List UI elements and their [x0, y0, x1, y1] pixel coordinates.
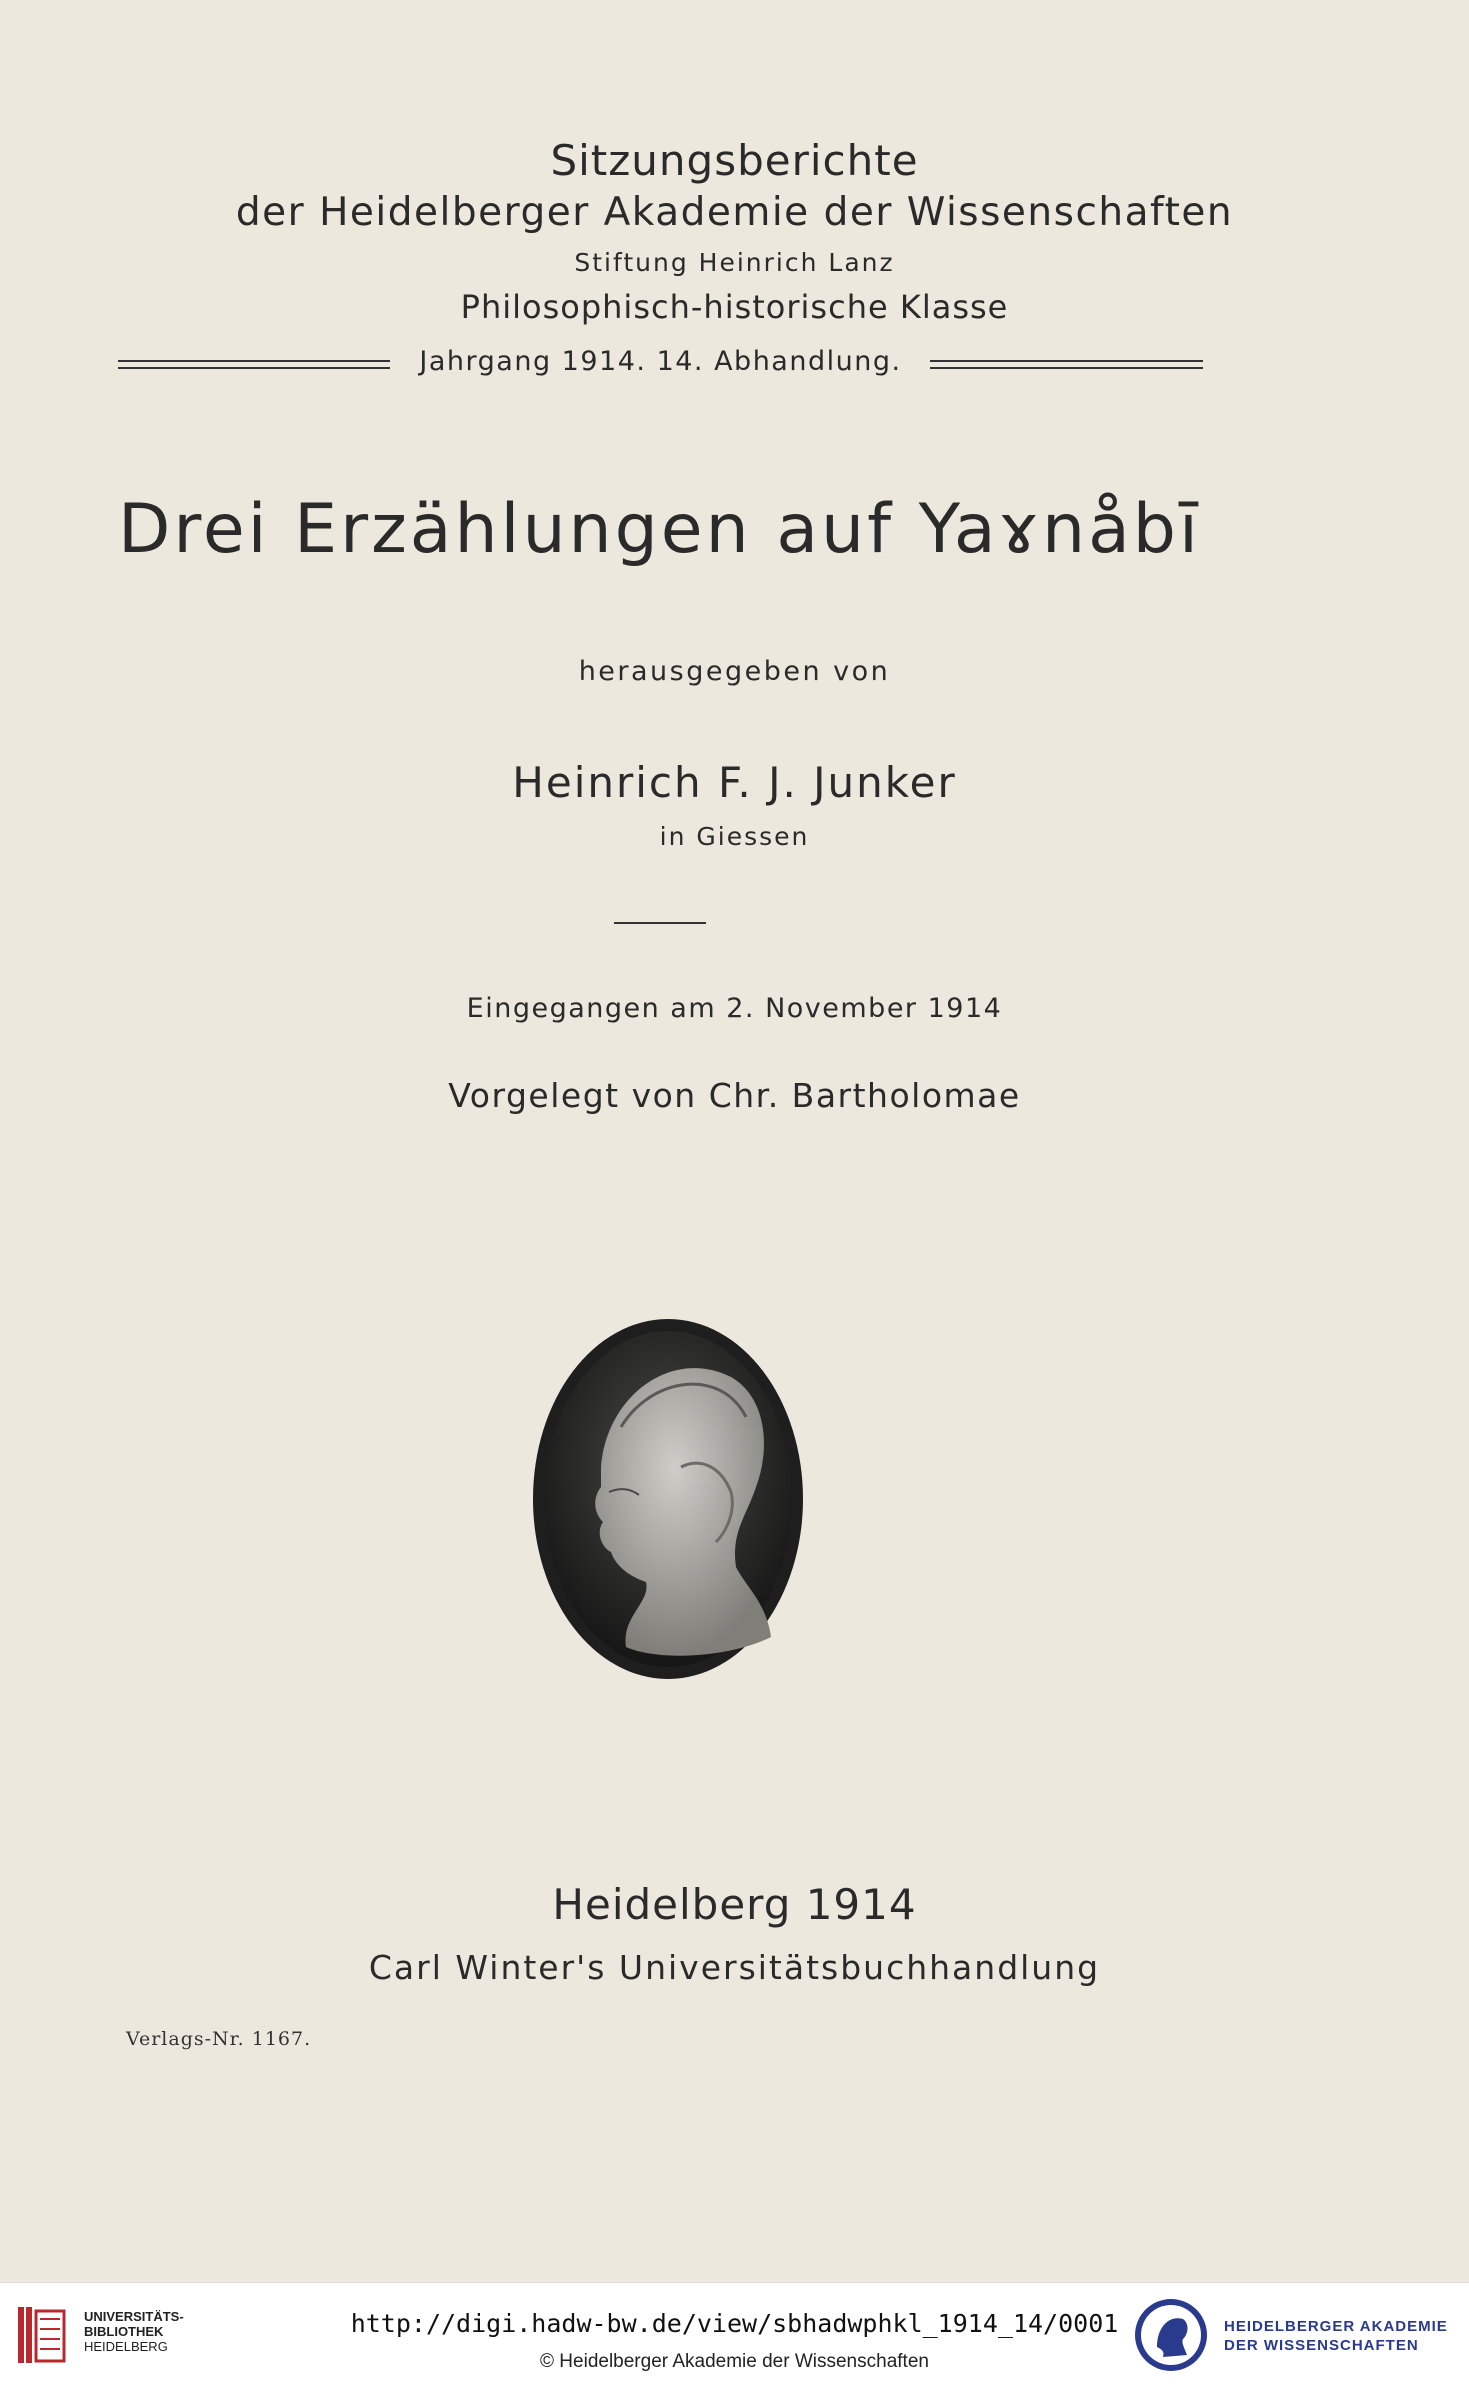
foundation-line: Stiftung Heinrich Lanz — [574, 248, 895, 277]
ub-line-1: UNIVERSITÄTS- — [84, 2309, 184, 2324]
hadw-line-1: HEIDELBERGER AKADEMIE — [1224, 2318, 1448, 2335]
ub-line-2: BIBLIOTHEK — [84, 2324, 164, 2339]
year-issue: Jahrgang 1914. 14. Abhandlung. — [419, 346, 902, 377]
received-date: Eingegangen am 2. November 1914 — [466, 993, 1003, 1024]
edited-by: herausgegeben von — [578, 656, 891, 687]
academy-name: der Heidelberger Akademie der Wissenschaften — [235, 190, 1234, 235]
publisher: Carl Winter's Universitätsbuchhandlung — [368, 1948, 1101, 1987]
main-title: Drei Erzählungen auf Yaɤnåbī — [118, 490, 1201, 569]
athena-cameo-image — [531, 1317, 805, 1682]
author-name: Heinrich F. J. Junker — [512, 758, 957, 807]
hadw-line-2: DER WISSENSCHAFTEN — [1224, 2337, 1419, 2354]
author-location: in Giessen — [659, 822, 810, 851]
series-title: Sitzungsberichte — [550, 136, 919, 185]
academy-name-footer — [1224, 2317, 1448, 2355]
verlag-number: Verlags-Nr. 1167. — [126, 2028, 312, 2050]
year-issue-row — [118, 346, 1203, 382]
ub-line-3: HEIDELBERG — [84, 2339, 168, 2354]
academy-seal-icon — [1133, 2297, 1209, 2373]
presented-by: Vorgelegt von Chr. Bartholomae — [448, 1076, 1021, 1115]
copyright-notice: © Heidelberger Akademie der Wissenschaften — [540, 2351, 929, 2372]
city-year: Heidelberg 1914 — [552, 1880, 917, 1929]
klasse-line: Philosophisch-historische Klasse — [460, 288, 1009, 326]
footer-bar — [0, 2282, 1469, 2389]
permalink-url[interactable]: http://digi.hadw-bw.de/view/sbhadwphkl_1914_14/0001 — [350, 2309, 1119, 2338]
short-divider — [614, 922, 706, 924]
double-rule-right — [930, 360, 1203, 369]
